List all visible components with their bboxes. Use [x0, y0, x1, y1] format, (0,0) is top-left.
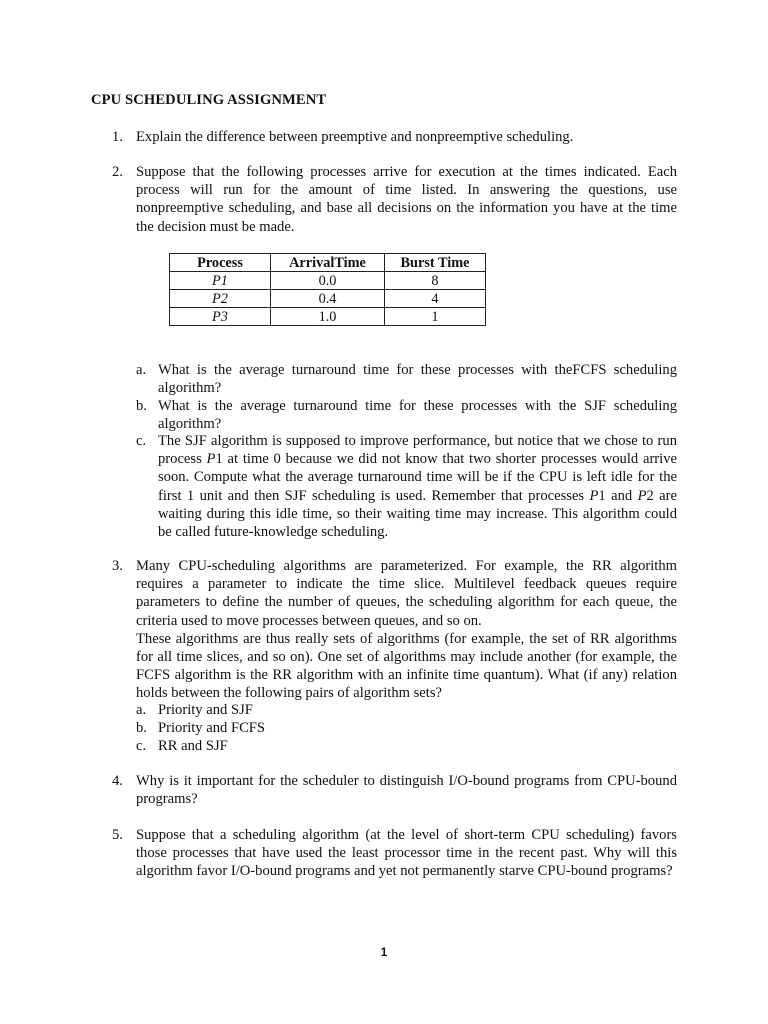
question-3c-text: RR and SJF — [158, 738, 228, 754]
table-cell-arrival: 0.0 — [271, 272, 385, 290]
process-table — [169, 253, 486, 326]
page-title: CPU SCHEDULING ASSIGNMENT — [91, 92, 327, 108]
question-2-text: Suppose that the following processes arrive for execution at the times indicated. Each process will run for the amount of time listed. In answering the questions, use nonpreemptive scheduling, and base all decisions on the information you have at the time the decision must be made. — [136, 164, 677, 235]
table-row — [170, 272, 486, 290]
question-2a-letter: a. — [136, 362, 147, 378]
question-3-number: 3. — [112, 558, 123, 574]
table-row — [170, 308, 486, 326]
question-1-text: Explain the difference between preemptive and nonpreemptive scheduling. — [136, 129, 574, 145]
table-cell-process: P3 — [170, 308, 271, 326]
table-cell-arrival: 1.0 — [271, 308, 385, 326]
question-2c-letter: c. — [136, 433, 147, 449]
table-row — [170, 290, 486, 308]
table-cell-burst: 4 — [385, 290, 486, 308]
table-cell-burst: 1 — [385, 308, 486, 326]
table-cell-burst: 8 — [385, 272, 486, 290]
process-table-header — [170, 254, 486, 272]
table-header-burst-time: Burst Time — [385, 254, 486, 272]
table-cell-process: P2 — [170, 290, 271, 308]
question-3a-letter: a. — [136, 702, 147, 718]
question-2b-letter: b. — [136, 398, 147, 414]
question-3-paragraph-2: These algorithms are thus really sets of algorithms (for example, the set of RR algorithms for all time slices, and so on). One set of algorithms may include another (for example, the FCFS algorithm is the RR algorithm with an infinite time quantum). What (if any) relation holds between the following pairs of algorithm sets? — [136, 630, 677, 702]
page-number: 1 — [380, 945, 388, 959]
question-3b-text: Priority and FCFS — [158, 720, 266, 736]
question-3c-letter: c. — [136, 738, 147, 754]
question-4-number: 4. — [112, 773, 123, 789]
question-3-text — [136, 557, 677, 703]
question-2c-text: The SJF algorithm is supposed to improve performance, but notice that we chose to run process P1 at time 0 because we did not know that two shorter processes would arrive soon. Compute what the average turnaround time will be if the CPU is left idle for the first 1 unit and then SJF scheduling is used. Remember that processes P1 and P2 are waiting during this idle time, so their waiting time may increase. This algorithm could be called future-knowledge scheduling. — [158, 433, 678, 541]
question-5-text: Suppose that a scheduling algorithm (at the level of short-term CPU scheduling) favors those processes that have used the least processor time in the recent past. Why will this algorithm favor I/O-bound programs and yet not permanently starve CPU-bound programs? — [136, 827, 677, 880]
question-1-number: 1. — [112, 129, 123, 145]
question-4-text: Why is it important for the scheduler to distinguish I/O-bound programs from CPU-bound programs? — [136, 773, 677, 808]
table-cell-process: P1 — [170, 272, 271, 290]
question-3b-letter: b. — [136, 720, 147, 736]
question-3a-text: Priority and SJF — [158, 702, 253, 718]
question-5-number: 5. — [112, 827, 123, 843]
table-cell-arrival: 0.4 — [271, 290, 385, 308]
question-2b-text: What is the average turnaround time for these processes with the SJF scheduling algorithm? — [158, 398, 677, 433]
table-header-arrival-time: ArrivalTime — [271, 254, 385, 272]
question-2a-text: What is the average turnaround time for these processes with theFCFS scheduling algorithm? — [158, 362, 677, 397]
question-2-number: 2. — [112, 164, 123, 180]
question-3-paragraph-1: Many CPU-scheduling algorithms are parameterized. For example, the RR algorithm requires a parameter to indicate the time slice. Multilevel feedback queues require parameters to define the number of queues, the scheduling algorithm for each queue, the criteria used to move processes between queues, and so on. — [136, 558, 677, 629]
table-header-process: Process — [170, 254, 271, 272]
